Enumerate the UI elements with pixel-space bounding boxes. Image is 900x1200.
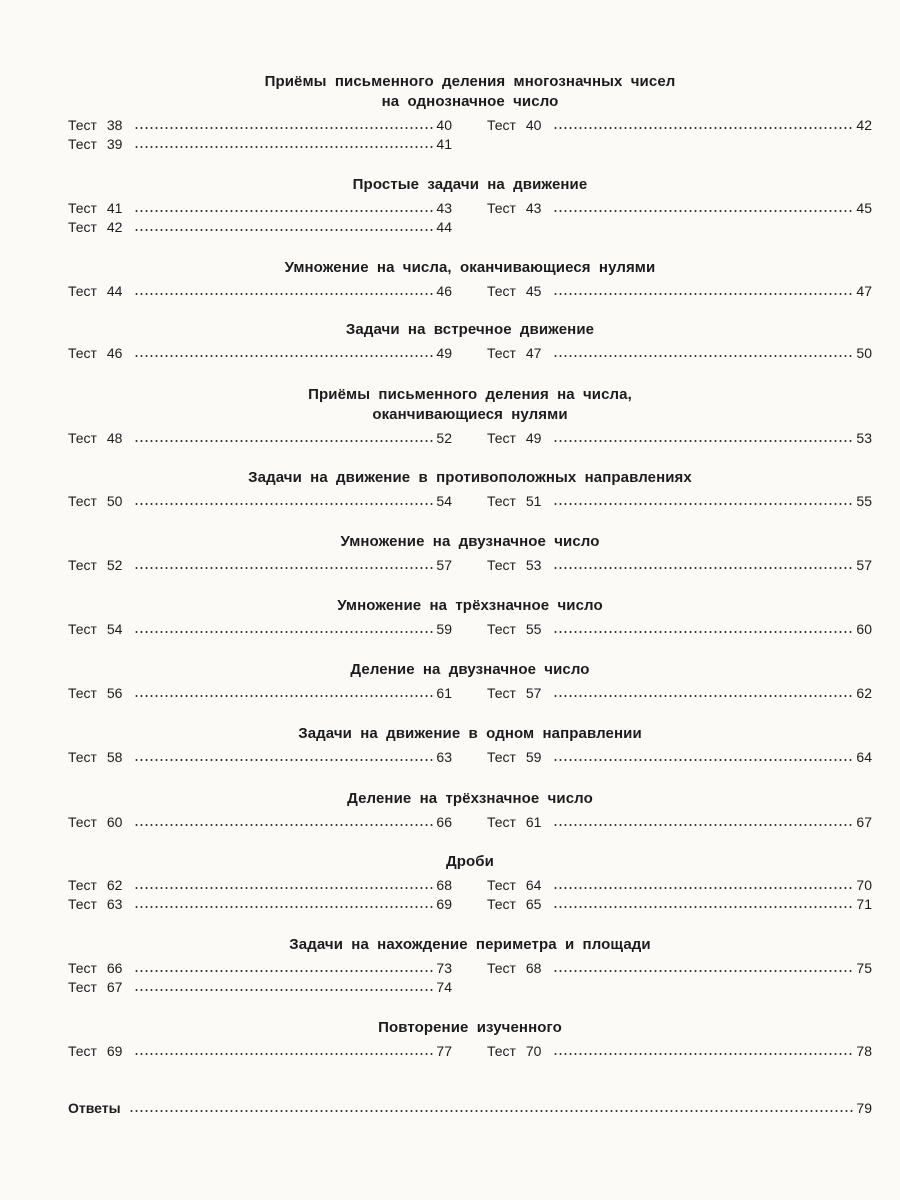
toc-entry-right[interactable] bbox=[487, 344, 872, 363]
test-label: Тест 62 bbox=[68, 877, 123, 893]
section-heading-line: Задачи на встречное движение bbox=[345, 321, 595, 338]
test-label: Тест 66 bbox=[68, 960, 123, 976]
toc-entry-right[interactable] bbox=[487, 116, 872, 135]
dot-leader bbox=[134, 878, 433, 890]
test-label: Тест 56 bbox=[68, 685, 123, 701]
toc-section bbox=[68, 468, 872, 511]
test-label: Тест 63 bbox=[68, 896, 123, 912]
toc-entry-right[interactable] bbox=[487, 1042, 872, 1061]
toc-entry-left[interactable] bbox=[68, 218, 452, 237]
test-label: Тест 52 bbox=[68, 557, 123, 573]
test-label: Тест 40 bbox=[487, 117, 542, 133]
page-number: 47 bbox=[856, 283, 872, 299]
section-heading bbox=[68, 789, 872, 809]
dot-leader bbox=[134, 284, 433, 296]
page-number: 67 bbox=[856, 814, 872, 830]
page-number: 42 bbox=[856, 117, 872, 133]
toc-entry-left[interactable] bbox=[68, 620, 452, 639]
toc-section bbox=[68, 935, 872, 997]
answers-entry[interactable] bbox=[68, 1099, 872, 1118]
section-heading-line: Задачи на движение в одном направлении bbox=[298, 725, 642, 742]
toc-section bbox=[68, 596, 872, 639]
toc-entry-right[interactable] bbox=[487, 556, 872, 575]
test-label: Тест 59 bbox=[487, 749, 542, 765]
dot-leader bbox=[134, 980, 433, 992]
test-label: Тест 60 bbox=[68, 814, 123, 830]
page-number: 75 bbox=[856, 960, 872, 976]
page-number: 40 bbox=[436, 117, 452, 133]
toc-rows bbox=[68, 344, 872, 363]
section-heading-line: Умножение на трёхзначное число bbox=[337, 597, 603, 614]
test-label: Тест 43 bbox=[487, 200, 542, 216]
dot-leader bbox=[134, 686, 433, 698]
test-label: Тест 47 bbox=[487, 345, 542, 361]
toc-rows bbox=[68, 620, 872, 639]
test-label: Тест 69 bbox=[68, 1043, 123, 1059]
page-number: 57 bbox=[436, 557, 452, 573]
toc-entry-right[interactable] bbox=[487, 876, 872, 895]
test-label: Тест 50 bbox=[68, 493, 123, 509]
page-number: 43 bbox=[436, 200, 452, 216]
test-label: Тест 49 bbox=[487, 430, 542, 446]
toc-entry-right[interactable] bbox=[487, 199, 872, 218]
toc-row bbox=[68, 978, 872, 997]
test-label: Тест 39 bbox=[68, 136, 123, 152]
toc-entry-right[interactable] bbox=[487, 620, 872, 639]
test-label: Тест 70 bbox=[487, 1043, 542, 1059]
toc-section bbox=[68, 660, 872, 703]
test-label: Тест 65 bbox=[487, 896, 542, 912]
section-heading-line: Умножение на числа, оканчивающиеся нулями bbox=[284, 259, 656, 276]
dot-leader bbox=[553, 284, 853, 296]
page-number: 49 bbox=[436, 345, 452, 361]
page-number: 77 bbox=[436, 1043, 452, 1059]
toc-row bbox=[68, 116, 872, 135]
toc-rows bbox=[68, 959, 872, 997]
toc-rows bbox=[68, 1042, 872, 1061]
test-label: Тест 68 bbox=[487, 960, 542, 976]
test-label: Тест 61 bbox=[487, 814, 542, 830]
page-number: 64 bbox=[856, 749, 872, 765]
section-heading-line: Повторение изученного bbox=[378, 1019, 562, 1036]
test-label: Тест 58 bbox=[68, 749, 123, 765]
test-label: Тест 57 bbox=[487, 685, 542, 701]
toc-entry-right[interactable] bbox=[487, 959, 872, 978]
toc-entry-right[interactable] bbox=[487, 813, 872, 832]
toc-row bbox=[68, 199, 872, 218]
page-number: 78 bbox=[856, 1043, 872, 1059]
section-heading bbox=[68, 724, 872, 744]
toc-entry-left[interactable] bbox=[68, 344, 452, 363]
dot-leader bbox=[553, 201, 853, 213]
toc-rows bbox=[68, 492, 872, 511]
toc-entry-left[interactable] bbox=[68, 748, 452, 767]
section-heading-line: на однозначное число bbox=[381, 93, 559, 110]
toc-row bbox=[68, 556, 872, 575]
dot-leader bbox=[553, 686, 853, 698]
test-label: Тест 55 bbox=[487, 621, 542, 637]
page-number: 74 bbox=[436, 979, 452, 995]
toc-row bbox=[68, 135, 872, 154]
section-heading bbox=[68, 320, 872, 340]
page-number: 55 bbox=[856, 493, 872, 509]
section-heading-line: Приёмы письменного деления на числа, bbox=[308, 386, 632, 403]
section-heading bbox=[68, 935, 872, 955]
toc-rows bbox=[68, 876, 872, 914]
page-number: 46 bbox=[436, 283, 452, 299]
dot-leader bbox=[134, 961, 433, 973]
toc-section bbox=[68, 1018, 872, 1061]
toc-row bbox=[68, 344, 872, 363]
page-number: 52 bbox=[436, 430, 452, 446]
test-label: Тест 51 bbox=[487, 493, 542, 509]
page-number: 53 bbox=[856, 430, 872, 446]
page-number: 59 bbox=[436, 621, 452, 637]
dot-leader bbox=[134, 815, 433, 827]
toc-row bbox=[68, 1042, 872, 1061]
toc-entry-left[interactable] bbox=[68, 684, 452, 703]
test-label: Тест 64 bbox=[487, 877, 542, 893]
dot-leader bbox=[134, 750, 433, 762]
dot-leader bbox=[129, 1101, 854, 1113]
section-heading bbox=[68, 1018, 872, 1038]
toc-rows bbox=[68, 556, 872, 575]
dot-leader bbox=[553, 815, 853, 827]
dot-leader bbox=[134, 201, 433, 213]
page-number: 73 bbox=[436, 960, 452, 976]
test-label: Тест 53 bbox=[487, 557, 542, 573]
answers-label: Ответы bbox=[68, 1100, 121, 1116]
toc-entry-left[interactable] bbox=[68, 282, 452, 301]
test-label: Тест 41 bbox=[68, 200, 123, 216]
toc-row bbox=[68, 282, 872, 301]
page-number: 71 bbox=[856, 896, 872, 912]
toc-entry-left[interactable] bbox=[68, 199, 452, 218]
toc-row bbox=[68, 748, 872, 767]
dot-leader bbox=[553, 1044, 853, 1056]
section-heading bbox=[68, 852, 872, 872]
section-heading-line: оканчивающиеся нулями bbox=[372, 406, 568, 423]
section-heading-line: Деление на двузначное число bbox=[350, 661, 590, 678]
dot-leader bbox=[553, 897, 853, 909]
page-number: 63 bbox=[436, 749, 452, 765]
toc-entry-right[interactable] bbox=[487, 492, 872, 511]
toc-section bbox=[68, 320, 872, 363]
dot-leader bbox=[134, 494, 433, 506]
test-label: Тест 67 bbox=[68, 979, 123, 995]
section-heading bbox=[68, 258, 872, 278]
page-number: 45 bbox=[856, 200, 872, 216]
page-number: 41 bbox=[436, 136, 452, 152]
section-heading bbox=[68, 385, 872, 425]
toc-entry-left[interactable] bbox=[68, 959, 452, 978]
section-heading-line: Задачи на нахождение периметра и площади bbox=[289, 936, 651, 953]
dot-leader bbox=[134, 346, 433, 358]
toc-row bbox=[68, 218, 872, 237]
dot-leader bbox=[553, 750, 853, 762]
toc-entry-left[interactable] bbox=[68, 116, 452, 135]
dot-leader bbox=[134, 558, 433, 570]
dot-leader bbox=[134, 897, 433, 909]
toc-rows bbox=[68, 748, 872, 767]
toc-entry-left[interactable] bbox=[68, 135, 452, 154]
toc-row bbox=[68, 895, 872, 914]
dot-leader bbox=[134, 137, 433, 149]
toc-rows bbox=[68, 684, 872, 703]
test-label: Тест 38 bbox=[68, 117, 123, 133]
page-number: 60 bbox=[856, 621, 872, 637]
test-label: Тест 44 bbox=[68, 283, 123, 299]
toc-entry-right[interactable] bbox=[487, 748, 872, 767]
toc-section bbox=[68, 72, 872, 154]
toc-entry-left[interactable] bbox=[68, 1042, 452, 1061]
page-number: 50 bbox=[856, 345, 872, 361]
toc-rows bbox=[68, 282, 872, 301]
toc-entry-left[interactable] bbox=[68, 876, 452, 895]
section-heading bbox=[68, 596, 872, 616]
page-number: 57 bbox=[856, 557, 872, 573]
dot-leader bbox=[553, 558, 853, 570]
section-heading bbox=[68, 72, 872, 112]
section-heading bbox=[68, 532, 872, 552]
section-heading-line: Дроби bbox=[446, 853, 494, 870]
page-number: 61 bbox=[436, 685, 452, 701]
toc-section bbox=[68, 532, 872, 575]
section-heading bbox=[68, 660, 872, 680]
page-number: 66 bbox=[436, 814, 452, 830]
toc-row bbox=[68, 492, 872, 511]
toc-entry-right[interactable] bbox=[487, 282, 872, 301]
dot-leader bbox=[134, 118, 433, 130]
toc-row bbox=[68, 959, 872, 978]
section-heading-line: Приёмы письменного деления многозначных чисел bbox=[264, 73, 676, 90]
answers-page-number: 79 bbox=[856, 1100, 872, 1116]
test-label: Тест 45 bbox=[487, 283, 542, 299]
page-number: 68 bbox=[436, 877, 452, 893]
dot-leader bbox=[553, 622, 853, 634]
toc-rows bbox=[68, 116, 872, 154]
page-number: 70 bbox=[856, 877, 872, 893]
section-heading-line: Задачи на движение в противоположных направлениях bbox=[248, 469, 692, 486]
toc-rows bbox=[68, 429, 872, 448]
dot-leader bbox=[134, 1044, 433, 1056]
test-label: Тест 46 bbox=[68, 345, 123, 361]
toc-section bbox=[68, 258, 872, 301]
section-heading bbox=[68, 468, 872, 488]
dot-leader bbox=[553, 961, 853, 973]
toc-row bbox=[68, 813, 872, 832]
dot-leader bbox=[553, 118, 853, 130]
page-number: 62 bbox=[856, 685, 872, 701]
toc-row bbox=[68, 876, 872, 895]
page-number: 54 bbox=[436, 493, 452, 509]
dot-leader bbox=[553, 494, 853, 506]
dot-leader bbox=[134, 622, 433, 634]
toc-section bbox=[68, 175, 872, 237]
section-heading-line: Простые задачи на движение bbox=[352, 176, 588, 193]
toc-section bbox=[68, 724, 872, 767]
toc-section bbox=[68, 385, 872, 448]
toc-row bbox=[68, 684, 872, 703]
section-heading bbox=[68, 175, 872, 195]
page-number: 69 bbox=[436, 896, 452, 912]
toc-entry-left[interactable] bbox=[68, 429, 452, 448]
toc-row bbox=[68, 429, 872, 448]
dot-leader bbox=[553, 878, 853, 890]
toc-row bbox=[68, 620, 872, 639]
toc-entry-right[interactable] bbox=[487, 429, 872, 448]
dot-leader bbox=[553, 431, 853, 443]
dot-leader bbox=[134, 431, 433, 443]
dot-leader bbox=[134, 220, 433, 232]
test-label: Тест 54 bbox=[68, 621, 123, 637]
toc-section bbox=[68, 852, 872, 914]
toc-section bbox=[68, 789, 872, 832]
section-heading-line: Деление на трёхзначное число bbox=[347, 790, 593, 807]
dot-leader bbox=[553, 346, 853, 358]
toc-rows bbox=[68, 199, 872, 237]
page-number: 44 bbox=[436, 219, 452, 235]
toc-entry-left[interactable] bbox=[68, 978, 452, 997]
toc-entry-left[interactable] bbox=[68, 492, 452, 511]
toc-entry-right[interactable] bbox=[487, 684, 872, 703]
toc-entry-right[interactable] bbox=[487, 895, 872, 914]
test-label: Тест 42 bbox=[68, 219, 123, 235]
toc-rows bbox=[68, 813, 872, 832]
section-heading-line: Умножение на двузначное число bbox=[340, 533, 600, 550]
test-label: Тест 48 bbox=[68, 430, 123, 446]
toc-entry-left[interactable] bbox=[68, 895, 452, 914]
toc-entry-left[interactable] bbox=[68, 813, 452, 832]
toc-entry-left[interactable] bbox=[68, 556, 452, 575]
